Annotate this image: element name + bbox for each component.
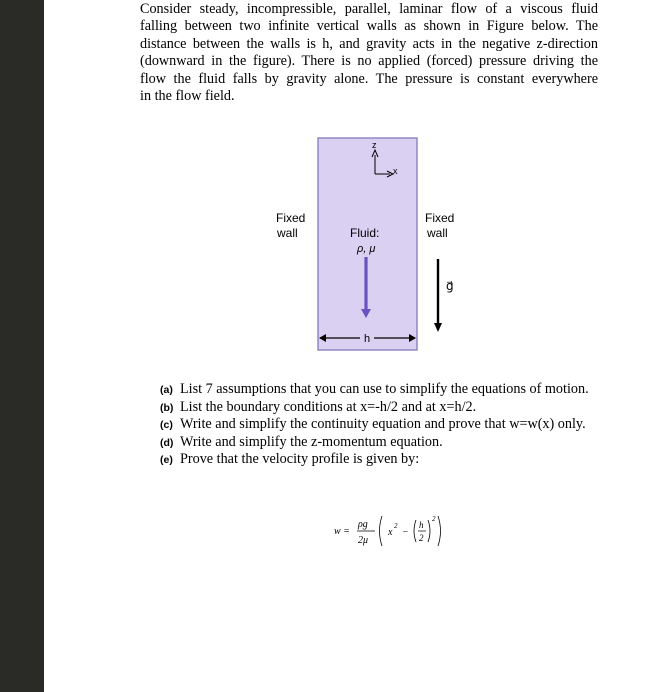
gap-label: h bbox=[364, 333, 371, 345]
question-marker: (a) bbox=[160, 384, 173, 396]
intro-line: falling between two infinite vertical walls as shown in Figure below. The bbox=[140, 18, 598, 35]
gravity-arrow bbox=[434, 259, 454, 332]
formula-outer-exponent: 2 bbox=[432, 515, 436, 523]
question-item bbox=[160, 451, 600, 469]
left-wall-label: Fixed bbox=[276, 211, 306, 225]
left-dark-margin bbox=[0, 0, 44, 692]
question-text: List the boundary conditions at x=-h/2 and at x=h/2. bbox=[180, 398, 477, 415]
formula-numerator: ρg bbox=[358, 519, 368, 530]
velocity-profile-formula bbox=[330, 508, 470, 554]
axis-z-label: z bbox=[372, 140, 377, 150]
question-list bbox=[160, 381, 600, 469]
problem-statement bbox=[140, 1, 598, 105]
left-wall-label: wall bbox=[277, 226, 298, 240]
question-marker: (b) bbox=[160, 401, 174, 414]
fluid-label: Fluid: bbox=[350, 226, 380, 240]
intro-line: Consider steady, incompressible, parallel, laminar flow of a viscous fluid bbox=[140, 1, 598, 17]
question-text: List 7 assumptions that you can use to simplify the equations of motion. bbox=[180, 381, 589, 397]
formula-h: h bbox=[419, 520, 424, 530]
question-text: Prove that the velocity profile is given by: bbox=[180, 451, 420, 467]
right-wall-label: wall bbox=[427, 226, 448, 240]
question-text: Write and simplify the z-momentum equation. bbox=[180, 433, 443, 450]
question-item bbox=[160, 381, 600, 399]
question-item bbox=[160, 399, 600, 417]
formula-x-exponent: 2 bbox=[394, 522, 398, 530]
intro-line: (downward in the figure). There is no applied (forced) pressure driving the bbox=[140, 53, 598, 70]
formula-minus: − bbox=[402, 527, 409, 538]
intro-line: distance between the walls is h, and gravity acts in the negative z-direction bbox=[140, 35, 598, 52]
formula-denominator: 2μ bbox=[358, 535, 369, 546]
formula-lhs: w = bbox=[334, 526, 350, 537]
question-marker: (e) bbox=[160, 454, 173, 466]
gravity-label: g⃗ bbox=[446, 279, 454, 293]
right-wall-label: Fixed bbox=[425, 211, 455, 225]
formula-x: x bbox=[388, 527, 393, 538]
question-marker: (c) bbox=[160, 419, 173, 431]
question-item bbox=[160, 434, 600, 452]
formula-two: 2 bbox=[419, 533, 424, 543]
intro-line: in the flow field. bbox=[140, 88, 235, 105]
axis-x-label: x bbox=[393, 166, 398, 176]
question-item bbox=[160, 416, 600, 434]
intro-line: flow the fluid falls by gravity alone. The pressure is constant everywhere bbox=[140, 70, 598, 87]
right-margin bbox=[624, 0, 655, 692]
fluid-properties: ρ, μ bbox=[357, 243, 376, 255]
question-text: Write and simplify the continuity equation and prove that w=w(x) only. bbox=[180, 416, 586, 432]
flow-diagram bbox=[270, 135, 470, 355]
question-marker: (d) bbox=[160, 436, 174, 449]
